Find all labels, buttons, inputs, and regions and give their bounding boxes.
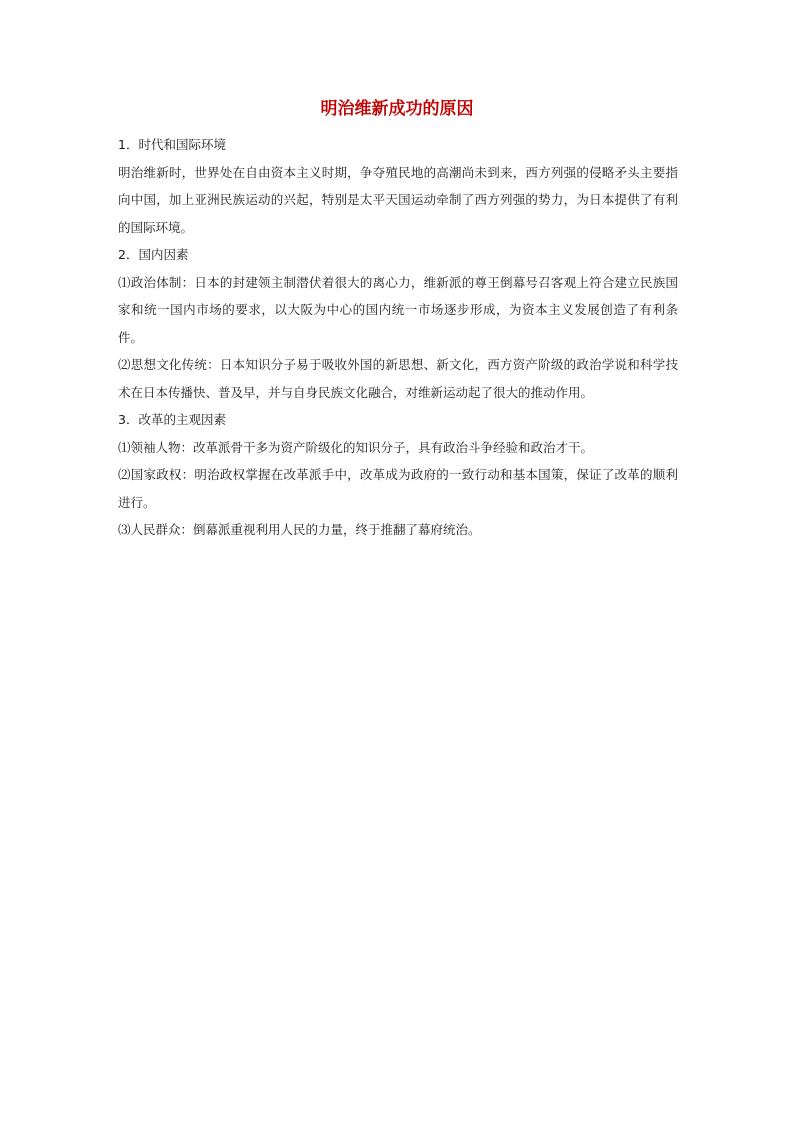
paragraph: 明治维新时，世界处在自由资本主义时期，争夺殖民地的高潮尚未到来，西方列强的侵略矛头主要指向中国，加上亚洲民族运动的兴起，特别是太平天国运动牵制了西方列强的势力，为日本提供了有利的国际环境。 (118, 164, 678, 235)
paragraph: ⑴政治体制：日本的封建领主制潜伏着很大的离心力，维新派的尊王倒幕号召客观上符合建立民族国家和统一国内市场的要求，以大阪为中心的国内统一市场逐步形成，为资本主义发展创造了有利条件。 (118, 274, 678, 345)
paragraph: ⑵国家政权：明治政权掌握在改革派手中，改革成为政府的一致行动和基本国策，保证了改革的顺利进行。 (118, 467, 678, 510)
paragraph: ⑴领袖人物：改革派骨干多为资产阶级化的知识分子，具有政治斗争经验和政治才干。 (118, 439, 594, 455)
section-heading: 2．国内因素 (118, 247, 189, 262)
section-heading: 1．时代和国际环境 (118, 137, 226, 152)
paragraph: ⑵思想文化传统：日本知识分子易于吸收外国的新思想、新文化，西方资产阶级的政治学说和科学技术在日本传播快、普及早，并与自身民族文化融合，对维新运动起了很大的推动作用。 (118, 357, 678, 400)
document-title: 明治维新成功的原因 (320, 99, 474, 119)
document-body (118, 131, 678, 544)
section-heading: 3．改革的主观因素 (118, 412, 226, 427)
paragraph: ⑶人民群众：倒幕派重视利用人民的力量，终于推翻了幕府统治。 (118, 522, 481, 537)
